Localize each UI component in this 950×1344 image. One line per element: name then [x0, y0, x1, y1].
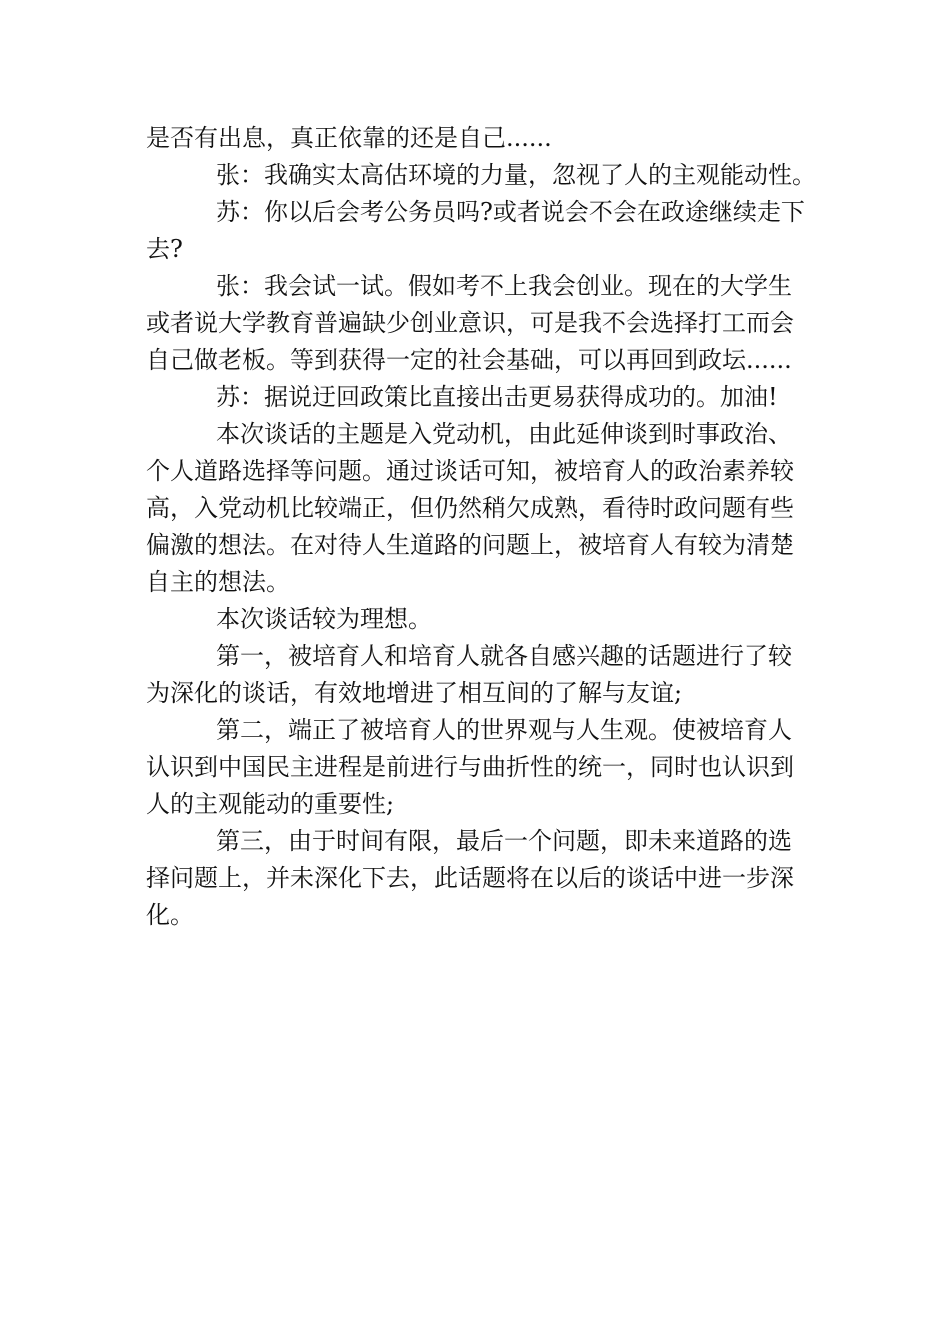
paragraph-summary [146, 416, 810, 601]
text-line: 本次谈话较为理想。 [216, 605, 432, 633]
text-line: 化。 [146, 901, 194, 929]
text-line: 是否有出息，真正依靠的还是自己...... [146, 124, 552, 152]
document-body [146, 120, 816, 934]
text-line: 为深化的谈话，有效地增进了相互间的了解与友谊; [146, 679, 683, 707]
text-line: 本次谈话的主题是入党动机，由此延伸谈到时事政治、 [216, 420, 792, 448]
text-line: 择问题上，并未深化下去，此话题将在以后的谈话中进一步深 [146, 864, 794, 892]
text-line: 张：我会试一试。假如考不上我会创业。现在的大学生 [216, 272, 792, 300]
paragraph-point-2 [146, 712, 810, 823]
paragraph-dialogue-zhang-1 [146, 157, 816, 194]
text-line: 苏：你以后会考公务员吗?或者说会不会在政途继续走下 [216, 198, 805, 226]
paragraph-dialogue-su-2 [146, 379, 810, 416]
text-line: 自己做老板。等到获得一定的社会基础，可以再回到政坛...... [146, 346, 792, 374]
paragraph-point-1 [146, 638, 810, 712]
text-line: 个人道路选择等问题。通过谈话可知，被培育人的政治素养较 [146, 457, 794, 485]
text-line: 苏：据说迂回政策比直接出击更易获得成功的。加油! [216, 383, 778, 411]
text-line: 张：我确实太高估环境的力量，忽视了人的主观能动性。 [216, 161, 816, 189]
text-line: 人的主观能动的重要性; [146, 790, 395, 818]
text-line: 或者说大学教育普遍缺少创业意识，可是我不会选择打工而会 [146, 309, 794, 337]
text-line: 自主的想法。 [146, 568, 290, 596]
text-line: 第三，由于时间有限，最后一个问题，即未来道路的选 [216, 827, 792, 855]
text-line: 去? [146, 235, 183, 263]
text-line: 高，入党动机比较端正，但仍然稍欠成熟，看待时政问题有些 [146, 494, 794, 522]
paragraph-dialogue-zhang-2 [146, 268, 810, 379]
text-line: 认识到中国民主进程是前进行与曲折性的统一，同时也认识到 [146, 753, 794, 781]
text-line: 第一，被培育人和培育人就各自感兴趣的话题进行了较 [216, 642, 792, 670]
text-line: 第二，端正了被培育人的世界观与人生观。使被培育人 [216, 716, 792, 744]
paragraph-point-3 [146, 823, 810, 934]
paragraph-evaluation [146, 601, 810, 638]
text-line: 偏激的想法。在对待人生道路的问题上，被培育人有较为清楚 [146, 531, 794, 559]
paragraph-continuation [146, 120, 810, 157]
paragraph-dialogue-su-1 [146, 194, 810, 268]
